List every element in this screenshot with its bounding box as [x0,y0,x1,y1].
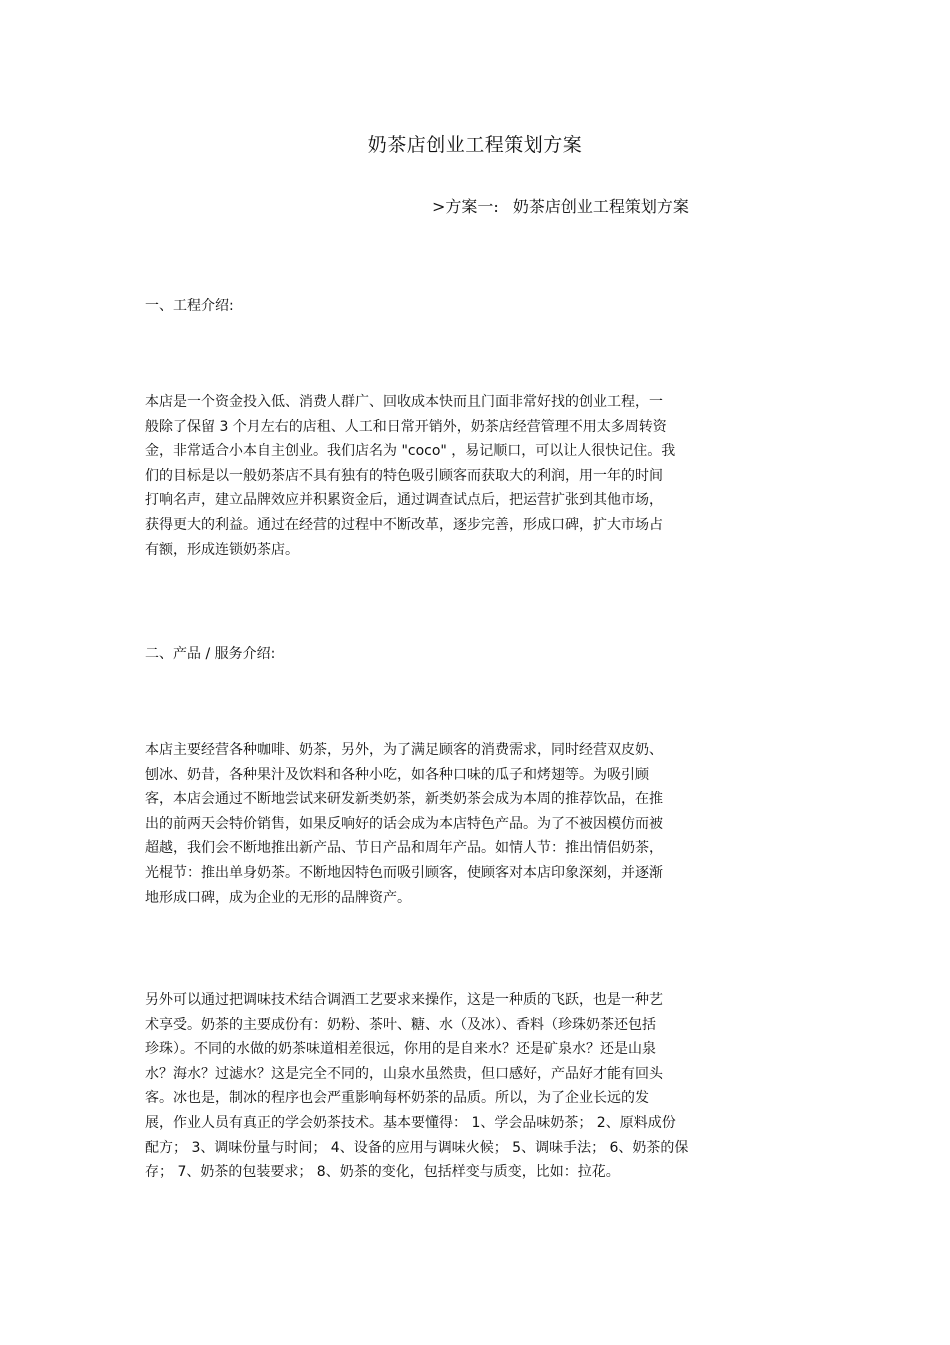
paragraph-line: 展，作业人员有真正的学会奶茶技术。基本要懂得： 1、学会品味奶茶； 2、原料成份 [145,1114,676,1131]
paragraph-line: 本店是一个资金投入低、消费人群广、回收成本快而且门面非常好找的创业工程，一 [145,394,663,410]
paragraph-project-intro [145,390,795,562]
paragraph-line: 术享受。奶茶的主要成份有：奶粉、茶叶、糖、水（及冰）、香料（珍珠奶茶还包括 [145,1016,656,1033]
paragraph-line: 们的目标是以一般奶茶店不具有独有的特色吸引顾客而获取大的利润，用一年的时间 [145,467,663,484]
paragraph-line: 刨冰、奶昔，各种果汁及饮料和各种小吃，如各种口味的瓜子和烤翅等。为吸引顾 [145,766,649,783]
paragraph-line: 珍珠）。不同的水做的奶茶味道相差很远，你用的是自来水？还是矿泉水？还是山泉 [145,1041,656,1058]
paragraph-line: 配方； 3、调味份量与时间； 4、设备的应用与调味火候； 5、调味手法； 6、奶茶的保 [145,1139,689,1156]
paragraph-line: 获得更大的利益。通过在经营的过程中不断改革，逐步完善，形成口碑，扩大市场占 [145,516,663,533]
paragraph-line: 存； 7、奶茶的包装要求； 8、奶茶的变化，包括样变与质变，比如：拉花。 [145,1164,620,1181]
section-heading-product-service: 二、产品 / 服务介绍: [145,646,276,662]
document-subtitle [432,194,689,217]
paragraph-line: 客。冰也是，制冰的程序也会严重影响每杯奶茶的品质。所以，为了企业长远的发 [145,1090,649,1107]
paragraph-techniques [145,988,795,1185]
paragraph-line: 光棍节：推出单身奶茶。不断地因特色而吸引顾客，使顾客对本店印象深刻，并逐渐 [145,864,663,881]
paragraph-line: 本店主要经营各种咖啡、奶茶，另外，为了满足顾客的消费需求，同时经营双皮奶、 [145,742,663,758]
paragraph-products [145,738,795,910]
paragraph-line: 打响名声，建立品牌效应并积累资金后，通过调查试点后，把运营扩张到其他市场， [145,492,663,509]
paragraph-line: 出的前两天会特价销售，如果反响好的话会成为本店特色产品。为了不被因模仿而被 [145,815,663,832]
section-heading-project-intro: 一、工程介绍: [145,298,234,314]
paragraph-line: 般除了保留 3 个月左右的店租、人工和日常开销外，奶茶店经营管理不用太多周转资 [145,418,667,435]
document-title: 奶茶店创业工程策划方案 [367,134,583,156]
subtitle-text: 奶茶店创业工程策划方案 [512,197,689,216]
paragraph-line: 水？海水？过滤水？这是完全不同的，山泉水虽然贵，但口感好，产品好才能有回头 [145,1065,663,1082]
paragraph-line: 地形成口碑，成为企业的无形的品牌资产。 [145,889,411,906]
paragraph-line: 金，非常适合小本自主创业。我们店名为 "coco" ，易记顺口，可以让人很快记住。我 [145,443,676,460]
paragraph-line: 超越，我们会不断地推出新产品、节日产品和周年产品。如情人节：推出情侣奶茶， [145,840,663,857]
paragraph-line: 客，本店会通过不断地尝试来研发新类奶茶，新类奶茶会成为本周的推荐饮品，在推 [145,791,663,808]
paragraph-line: 另外可以通过把调味技术结合调酒工艺要求来操作，这是一种质的飞跃，也是一种艺 [145,992,663,1008]
subtitle-prefix: >方案一: [432,197,499,216]
paragraph-line: 有额，形成连锁奶茶店。 [145,541,299,558]
